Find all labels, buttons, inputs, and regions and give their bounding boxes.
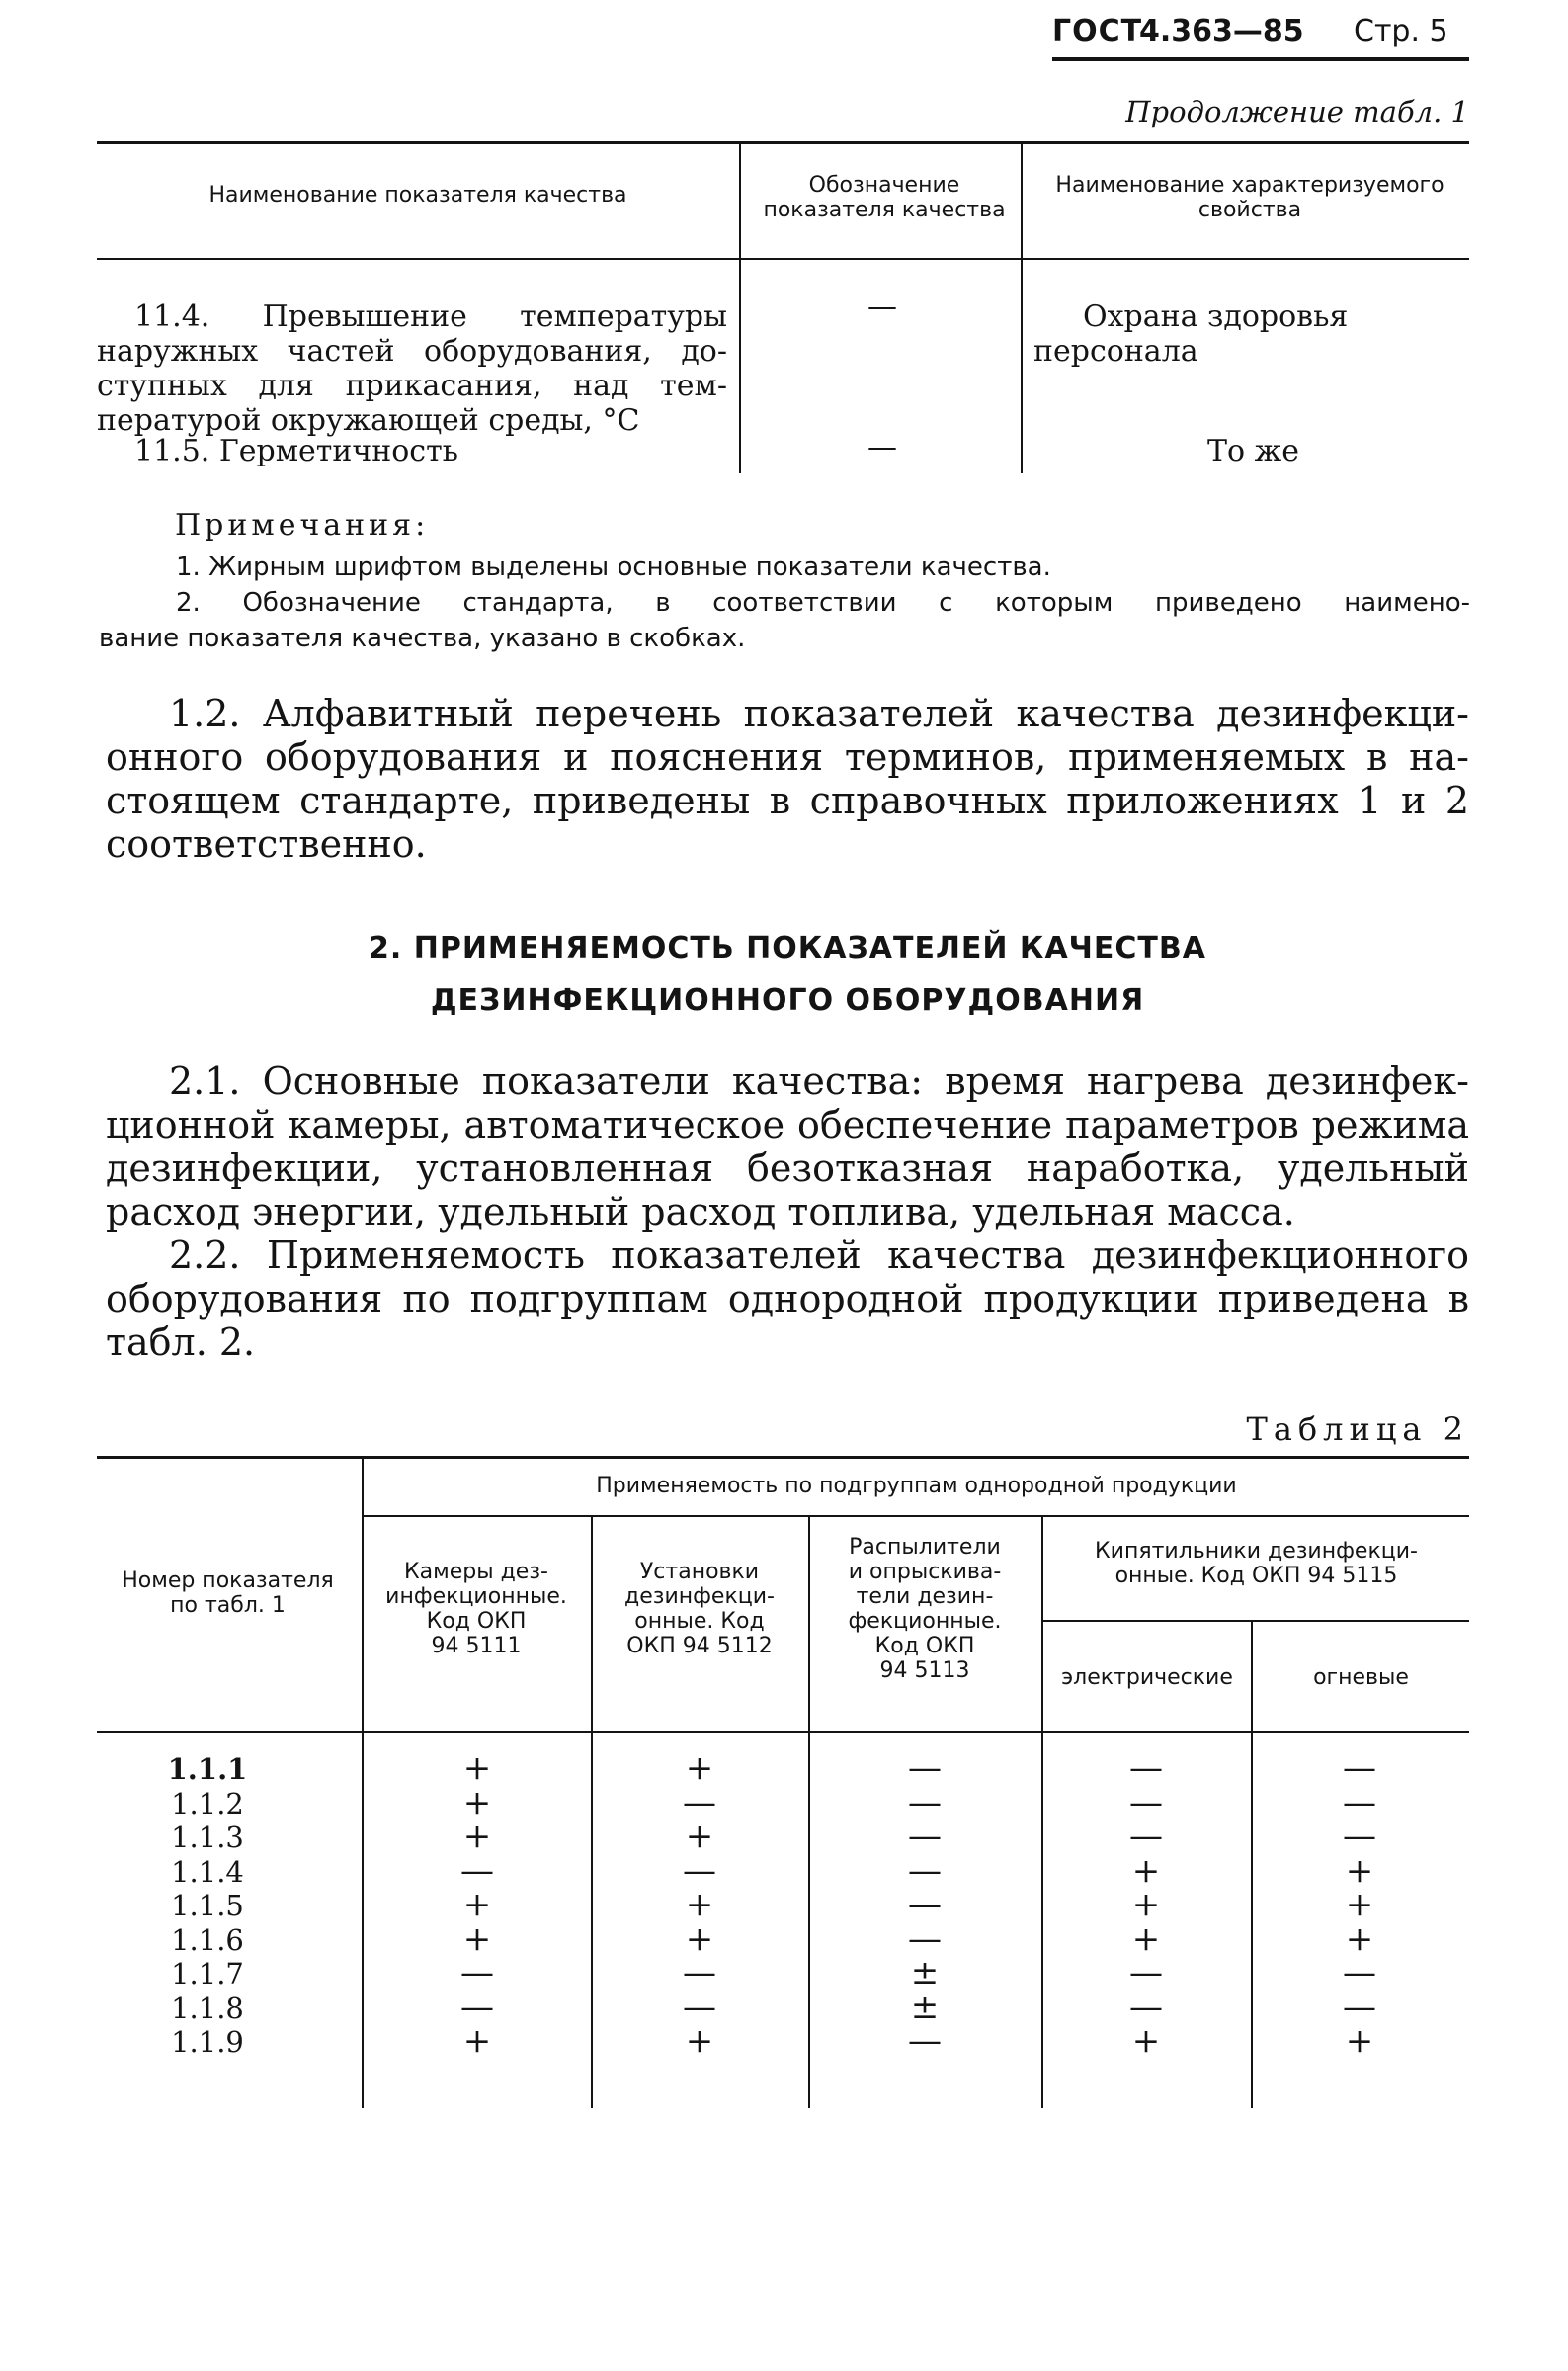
row-text-line: 11.4. Превышение температуры — [134, 299, 727, 334]
paragraph-line: 2.1. Основные показатели качества: время нагрева дезинфек- — [169, 1059, 1469, 1103]
header-line: Код ОКП — [426, 1609, 527, 1634]
header-line: онные. Код ОКП 94 5115 — [1114, 1564, 1398, 1588]
header-line: Кипятильники дезинфекци- — [1095, 1539, 1418, 1564]
column-header-installations — [593, 1560, 806, 1658]
applicability-cell: — — [908, 2021, 942, 2061]
applicability-cell: + — [1345, 1885, 1374, 1924]
header-line: Камеры дез- — [404, 1560, 548, 1584]
header-line: Распылители — [849, 1535, 1001, 1560]
applicability-cell: + — [685, 1918, 714, 1959]
table-header-rule — [97, 1731, 1469, 1733]
applicability-cell: — — [1129, 1748, 1163, 1788]
applicability-cell: + — [1131, 1918, 1161, 1959]
applicability-cell: — — [908, 1817, 942, 1856]
column-divider — [1041, 1515, 1043, 2108]
page-number: Стр. 5 — [1354, 14, 1448, 48]
table-row-name — [134, 434, 458, 468]
applicability-cell: + — [685, 2021, 714, 2061]
column-header-designation: Обозначение показателя качества — [763, 173, 1006, 222]
paragraph-line: дезинфекции, установленная безотказная наработка, удельный — [106, 1146, 1469, 1190]
header-line: тели дезин- — [856, 1584, 994, 1609]
row-text-line: наружных частей оборудования, до- — [97, 334, 727, 369]
applicability-cell: — — [1343, 1987, 1376, 2027]
paragraph-2-1 — [106, 1059, 1469, 1233]
header-line: 94 5113 — [879, 1658, 970, 1683]
applicability-cell: — — [908, 1885, 942, 1924]
applicability-cell: + — [462, 1748, 492, 1788]
header-line: Установки — [639, 1560, 760, 1584]
table-row-name — [97, 299, 727, 438]
group-header-rule — [364, 1515, 1469, 1517]
table-1-continued — [97, 141, 1469, 477]
table-row-property — [1033, 299, 1349, 369]
table-row-number: 1.1.6 — [171, 1922, 244, 1957]
header-line: Код ОКП — [874, 1634, 975, 1658]
note-item: 2. Обозначение стандарта, в соответствии с которым приведено наимено- — [176, 588, 1470, 618]
applicability-cell: + — [462, 1782, 492, 1822]
table-row-number: 1.1.1 — [167, 1752, 248, 1786]
column-divider — [739, 141, 741, 473]
paragraph-line: расход энергии, удельный расход топлива, удельная масса. — [106, 1190, 1295, 1233]
table-row-number: 1.1.2 — [171, 1786, 244, 1821]
table-continuation-label: Продолжение табл. 1 — [1125, 95, 1469, 128]
table-row-number: 1.1.7 — [171, 1957, 244, 1990]
column-header-number — [97, 1568, 359, 1618]
subgroup-header-rule — [1043, 1620, 1469, 1622]
column-header-name: Наименование показателя качества — [208, 183, 627, 208]
applicability-cell: + — [462, 1885, 492, 1924]
header-line: фекционные. — [848, 1609, 1002, 1634]
header-line: 94 5111 — [431, 1634, 522, 1658]
applicability-cell: + — [1131, 1850, 1161, 1891]
notes-title: Примечания: — [175, 508, 430, 543]
column-header-fire: огневые — [1313, 1665, 1409, 1690]
table-row-number: 1.1.3 — [171, 1821, 244, 1854]
table-row-number: 1.1.4 — [171, 1854, 244, 1889]
table-row-number: 1.1.5 — [171, 1889, 244, 1922]
applicability-cell: + — [685, 1885, 714, 1924]
header-line: и опрыскива- — [848, 1560, 1002, 1584]
column-divider — [1251, 1620, 1253, 2108]
applicability-cell: + — [462, 2021, 492, 2061]
applicability-cell: — — [908, 1782, 942, 1822]
applicability-cell: + — [685, 1748, 714, 1788]
applicability-cell: — — [1129, 1782, 1163, 1822]
page-header — [1052, 0, 1477, 61]
standard-label: ГОСТ — [1052, 14, 1143, 48]
table-top-rule — [97, 141, 1469, 144]
header-line: дезинфекци- — [624, 1584, 775, 1609]
paragraph-line: табл. 2. — [106, 1320, 256, 1364]
header-line: онные. Код — [634, 1609, 765, 1634]
paragraph-line: ционной камеры, автоматическое обеспечение параметров режима — [106, 1103, 1469, 1146]
applicability-cell: + — [462, 1817, 492, 1856]
applicability-cell: — — [908, 1850, 942, 1891]
header-line: по табл. 1 — [170, 1593, 286, 1618]
table-row-number: 1.1.9 — [171, 2025, 244, 2059]
applicability-cell: + — [462, 1918, 492, 1959]
header-line: ОКП 94 5112 — [626, 1634, 773, 1658]
note-item: вание показателя качества, указано в скобках. — [99, 624, 746, 653]
applicability-cell: + — [1131, 2021, 1161, 2061]
table-2 — [97, 1456, 1469, 2118]
column-header-electric: электрические — [1061, 1665, 1233, 1690]
paragraph-line: соответственно. — [106, 822, 427, 866]
standard-number: 4.363—85 — [1139, 14, 1304, 48]
paragraph-line: стоящем стандарте, приведены в справочных приложениях 1 и 2 — [106, 779, 1469, 822]
table-2-title: Таблица 2 — [1246, 1410, 1469, 1448]
row-text-line: персонала — [1033, 334, 1198, 369]
applicability-cell: — — [683, 1987, 716, 2027]
section-heading: ДЕЗИНФЕКЦИОННОГО ОБОРУДОВАНИЯ — [430, 983, 1145, 1018]
table-header-rule — [97, 258, 1469, 260]
applicability-cell: — — [683, 1953, 716, 1992]
column-divider — [362, 1456, 364, 2108]
row-text-line: пературой окружающей среды, °С — [97, 403, 640, 438]
row-text-line: Охрана здоровья — [1083, 299, 1349, 334]
applicability-cell: + — [1345, 1850, 1374, 1891]
applicability-cell: + — [1131, 1885, 1161, 1924]
table-row-number: 1.1.8 — [171, 1990, 244, 2025]
note-item: 1. Жирным шрифтом выделены основные показатели качества. — [176, 552, 1051, 582]
applicability-cell: — — [1343, 1953, 1376, 1992]
group-header: Применяемость по подгруппам однородной продукции — [596, 1474, 1237, 1498]
column-header-property: Наименование характеризуемого свойства — [1055, 173, 1444, 222]
paragraph-2-2 — [106, 1233, 1469, 1364]
paragraph-line: 2.2. Применяемость показателей качества дезинфекционного — [169, 1233, 1469, 1277]
applicability-cell: — — [1343, 1782, 1376, 1822]
applicability-cell: — — [1343, 1748, 1376, 1788]
column-header-sprayers — [810, 1535, 1039, 1683]
paragraph-line: 1.2. Алфавитный перечень показателей качества дезинфекци- — [169, 692, 1469, 735]
applicability-cell: — — [460, 1953, 494, 1992]
table-top-rule — [97, 1456, 1469, 1459]
header-rule — [1052, 57, 1469, 61]
applicability-cell: — — [1129, 1953, 1163, 1992]
paragraph-1-2 — [106, 692, 1469, 866]
applicability-cell: — — [1129, 1987, 1163, 2027]
applicability-cell: ± — [910, 1953, 940, 1992]
applicability-cell: — — [908, 1918, 942, 1959]
row-text-line: То же — [1207, 434, 1299, 468]
applicability-cell: — — [683, 1782, 716, 1822]
section-heading: 2. ПРИМЕНЯЕМОСТЬ ПОКАЗАТЕЛЕЙ КАЧЕСТВА — [369, 931, 1206, 966]
applicability-cell: — — [908, 1748, 942, 1788]
applicability-cell: — — [1343, 1817, 1376, 1856]
applicability-cell: + — [685, 1817, 714, 1856]
header-line: Номер показателя — [122, 1568, 334, 1593]
column-header-boilers — [1043, 1539, 1469, 1588]
header-line: инфекционные. — [385, 1584, 567, 1609]
row-text-line: ступных для прикасания, над тем- — [97, 369, 727, 403]
column-header-chambers — [364, 1560, 589, 1658]
applicability-cell: ± — [910, 1987, 940, 2027]
table-row-property — [1207, 434, 1299, 468]
paragraph-line: онного оборудования и пояснения терминов, применяемых в на- — [106, 735, 1469, 779]
paragraph-line: оборудования по подгруппам однородной продукции приведена в — [106, 1277, 1469, 1320]
applicability-cell: — — [460, 1850, 494, 1891]
designation-dash: — — [867, 430, 897, 465]
designation-dash: — — [867, 290, 897, 324]
applicability-cell: — — [1129, 1817, 1163, 1856]
row-text-line: 11.5. Герметичность — [134, 434, 458, 468]
applicability-cell: + — [1345, 2021, 1374, 2061]
applicability-cell: — — [683, 1850, 716, 1891]
applicability-cell: + — [1345, 1918, 1374, 1959]
column-divider — [1021, 141, 1023, 473]
applicability-cell: — — [460, 1987, 494, 2027]
